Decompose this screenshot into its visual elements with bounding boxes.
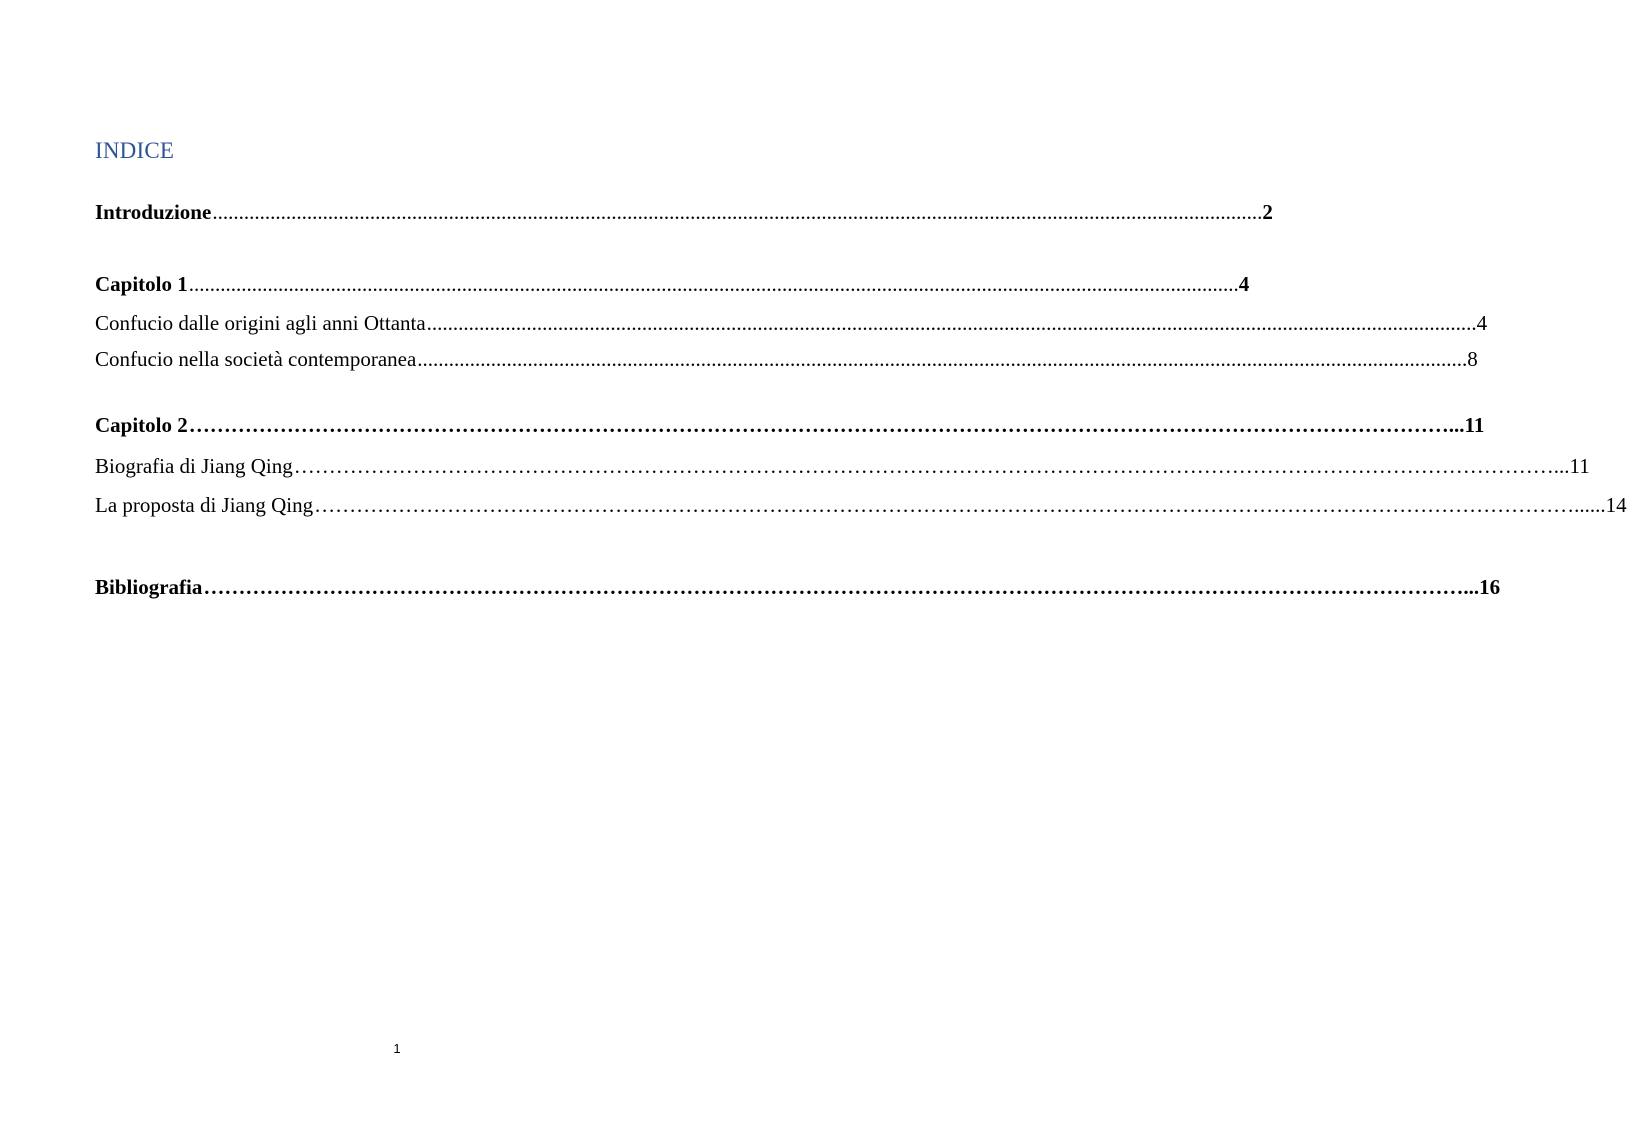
toc-entry-page: ...16 xyxy=(1463,575,1501,599)
toc-entry-label: Capitolo 2 xyxy=(95,413,188,437)
toc-leader: ……………………………………………………………………………………………………………………………………………………………… xyxy=(314,493,1575,517)
toc-entry-capitolo-2[interactable] xyxy=(95,411,1485,439)
toc-entry-proposta[interactable] xyxy=(95,491,1627,519)
toc-entry-page: ...11 xyxy=(1553,454,1590,478)
toc-entry-page: 2 xyxy=(1262,200,1273,224)
toc-leader: ……………………………………………………………………………………………………………………………………………………………… xyxy=(203,575,1464,599)
toc-entry-page: 4 xyxy=(1476,311,1488,335)
toc-entry-page: ...11 xyxy=(1448,413,1485,437)
toc-entry-label: Introduzione xyxy=(95,200,212,224)
toc-entry-biografia[interactable] xyxy=(95,452,1590,480)
toc-entry-label: Bibliografia xyxy=(95,575,203,599)
toc-leader: ........................................................................................................................................................................................................ xyxy=(212,200,1263,224)
toc-entry-label: Capitolo 1 xyxy=(95,272,188,296)
page-number: 1 xyxy=(393,1041,401,1056)
toc-leader: ……………………………………………………………………………………………………………………………………………………………… xyxy=(188,413,1449,437)
toc-entry-label: La proposta di Jiang Qing xyxy=(95,493,314,517)
toc-entry-label: Confucio dalle origini agli anni Ottanta xyxy=(95,311,426,335)
toc-entry-page: 8 xyxy=(1467,347,1478,371)
toc-leader: ........................................................................................................................................................................................................ xyxy=(417,347,1468,371)
toc-heading: INDICE xyxy=(95,138,175,163)
toc-entry-label: Biografia di Jiang Qing xyxy=(95,454,293,478)
toc-entry-page: ......14 xyxy=(1574,493,1627,517)
toc-leader: ........................................................................................................................................................................................................ xyxy=(426,311,1477,335)
toc-leader: ……………………………………………………………………………………………………………………………………………………………… xyxy=(293,454,1554,478)
toc-entry-page: 4 xyxy=(1238,272,1250,296)
toc-entry-confucio-contemporanea[interactable] xyxy=(95,345,1478,373)
toc-entry-label: Confucio nella società contemporanea xyxy=(95,347,417,371)
toc-entry-bibliografia[interactable] xyxy=(95,573,1501,601)
toc-entry-confucio-origini[interactable] xyxy=(95,309,1488,337)
toc-leader: ........................................................................................................................................................................................................ xyxy=(188,272,1239,296)
toc-entry-capitolo-1[interactable] xyxy=(95,270,1250,298)
toc-entry-introduzione[interactable] xyxy=(95,198,1273,226)
